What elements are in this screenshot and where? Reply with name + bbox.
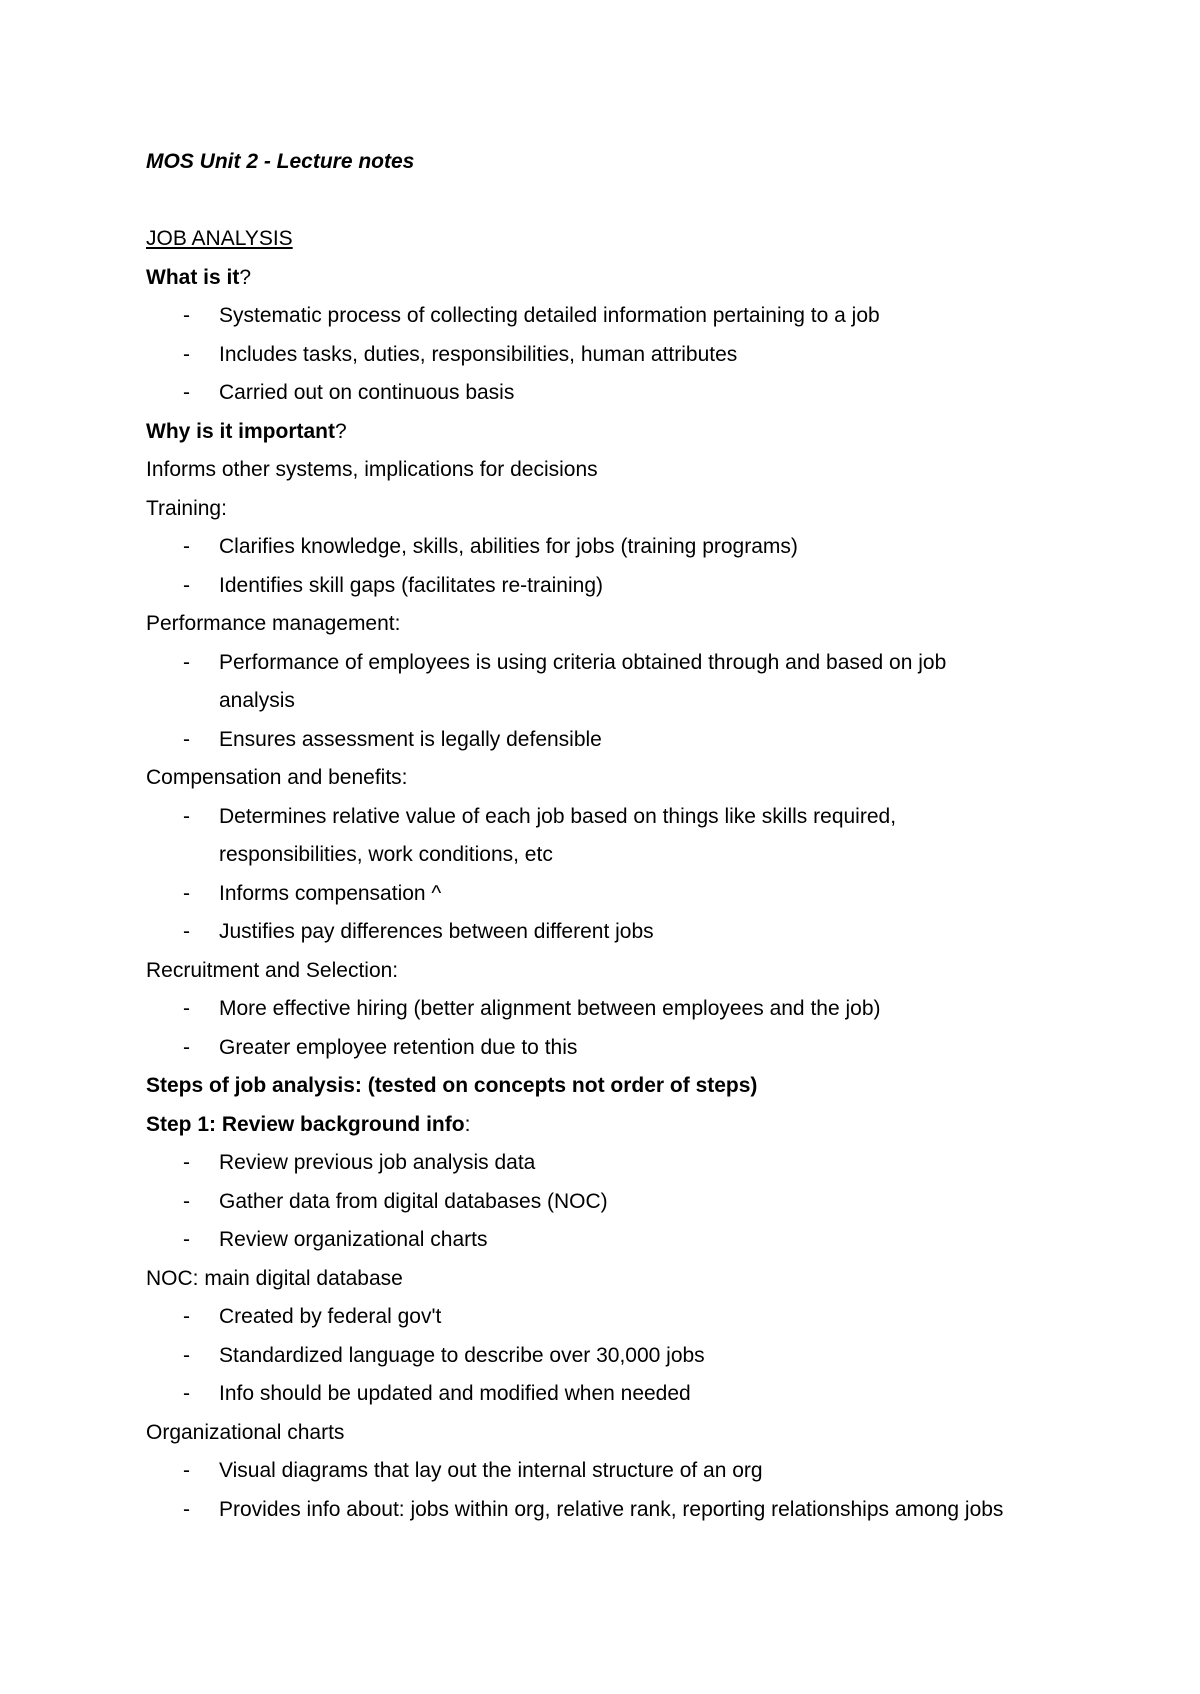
list-item: [146, 1221, 1106, 1260]
bullet-dash: -: [183, 342, 190, 366]
subsection-label: Recruitment and Selection:: [146, 958, 399, 982]
list-item-text: Review organizational charts: [219, 1228, 488, 1251]
bullet-dash: -: [183, 1305, 190, 1328]
bullet-dash: -: [183, 881, 190, 905]
bullet-dash: -: [183, 1189, 190, 1213]
list-item: [146, 567, 1106, 606]
list-item-text: Identifies skill gaps (facilitates re-training): [219, 573, 603, 597]
subsection-label: Performance management:: [146, 612, 401, 635]
list-item-text: Clarifies knowledge, skills, abilities for jobs (training programs): [219, 535, 798, 558]
subsection-label: Compensation and benefits:: [146, 766, 408, 789]
list-item-text: Created by federal gov't: [219, 1305, 442, 1328]
bullet-dash: -: [183, 804, 190, 828]
bullet-dash: -: [183, 1151, 190, 1174]
step1-heading-bold: Step 1: Review background info: [146, 1112, 465, 1136]
bullet-dash: -: [183, 1343, 190, 1367]
list-item: [146, 1452, 1106, 1491]
bullet-dash: -: [183, 1497, 190, 1521]
document-body: [146, 143, 1106, 1529]
bullet-dash: -: [183, 1228, 190, 1251]
bullet-dash: -: [183, 727, 190, 751]
list-item: [146, 1298, 1106, 1337]
question-mark: ?: [239, 265, 252, 289]
list-item: [146, 336, 1106, 375]
subsection-label: Organizational charts: [146, 1420, 345, 1444]
bullet-dash: -: [183, 304, 190, 327]
list-item: [146, 644, 1106, 683]
list-item: [146, 913, 1106, 952]
list-item-text: Info should be updated and modified when needed: [219, 1382, 691, 1405]
list-item: [146, 1375, 1106, 1414]
list-item-text: Ensures assessment is legally defensible: [219, 727, 602, 751]
question-bold: Why is it important: [146, 419, 335, 443]
list-item: [146, 1337, 1106, 1376]
list-item-text: More effective hiring (better alignment between employees and the job): [219, 997, 881, 1020]
bullet-dash: -: [183, 573, 190, 597]
list-item-text: Includes tasks, duties, responsibilities, human attributes: [219, 342, 738, 366]
list-item-text: Greater employee retention due to this: [219, 1035, 578, 1059]
bullet-dash: -: [183, 1459, 190, 1482]
step1-heading: [146, 1106, 1106, 1145]
bullet-dash: -: [183, 920, 190, 943]
list-item-text: Determines relative value of each job based on things like skills required,: [219, 804, 897, 828]
question-why-important: [146, 413, 1106, 452]
subsection-label: NOC: main digital database: [146, 1266, 403, 1290]
bullet-dash: -: [183, 1035, 190, 1059]
list-item-text: Systematic process of collecting detailed information pertaining to a job: [219, 304, 880, 327]
bullet-dash: -: [183, 381, 190, 404]
list-item: [146, 990, 1106, 1029]
list-item: [146, 721, 1106, 760]
steps-heading: Steps of job analysis: (tested on concepts not order of steps): [146, 1074, 758, 1097]
list-item-text: Performance of employees is using criteria obtained through and based on job: [219, 650, 947, 674]
list-item-text: Justifies pay differences between different jobs: [219, 920, 654, 943]
question-what-is-it: [146, 259, 1106, 298]
list-item: [146, 1183, 1106, 1222]
bullet-dash: -: [183, 1382, 190, 1405]
list-item: [146, 798, 1106, 837]
list-item-text: Review previous job analysis data: [219, 1151, 536, 1174]
list-item-text: Provides info about: jobs within org, relative rank, reporting relationships among jobs: [219, 1497, 1004, 1521]
list-item: [146, 1029, 1106, 1068]
document-title: MOS Unit 2 - Lecture notes: [146, 150, 415, 173]
bullet-dash: -: [183, 997, 190, 1020]
list-item: [146, 297, 1106, 336]
question-bold: What is it: [146, 265, 240, 289]
list-item-text: Visual diagrams that lay out the internal structure of an org: [219, 1459, 763, 1482]
bullet-dash: -: [183, 650, 190, 674]
list-item-continuation: responsibilities, work conditions, etc: [219, 843, 553, 866]
list-item-text: Carried out on continuous basis: [219, 381, 515, 404]
list-item: [146, 374, 1106, 413]
list-item: [146, 875, 1106, 914]
subsection-label: Training:: [146, 496, 227, 520]
list-item-text: Gather data from digital databases (NOC): [219, 1189, 608, 1213]
paragraph-text: Informs other systems, implications for decisions: [146, 458, 598, 481]
question-mark: ?: [335, 419, 347, 443]
bullet-dash: -: [183, 535, 190, 558]
list-item-text: Standardized language to describe over 30,000 jobs: [219, 1343, 705, 1367]
step1-heading-colon: :: [464, 1112, 471, 1136]
section-heading: JOB ANALYSIS: [146, 227, 293, 250]
list-item: [146, 1491, 1106, 1530]
list-item: [146, 528, 1106, 567]
list-item: [146, 1144, 1106, 1183]
list-item-text: Informs compensation ^: [219, 881, 442, 905]
list-item-continuation: analysis: [219, 689, 295, 712]
